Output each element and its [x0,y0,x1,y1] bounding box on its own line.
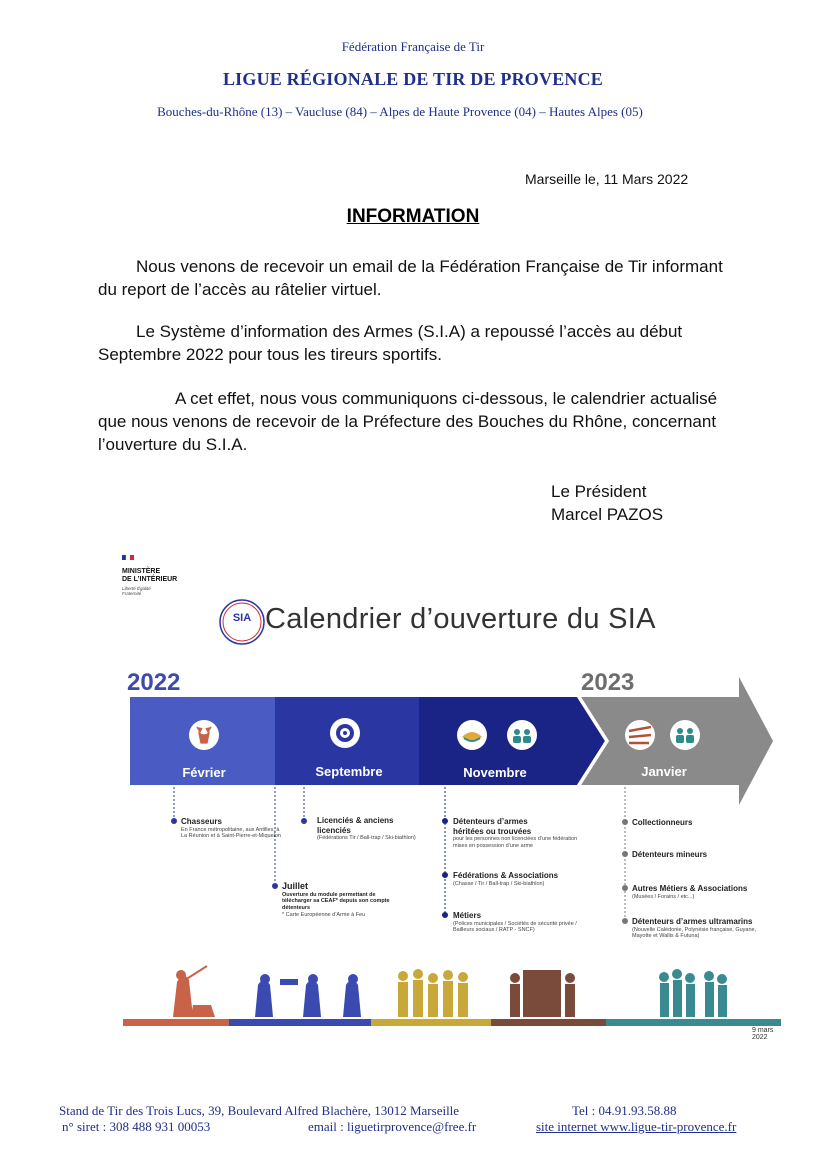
signature [551,480,663,526]
shooter-silhouettes [255,974,361,1017]
septembre-details: Licenciés & anciens licenciés (Fédérations Tir / Ball-trap / Ski-biathlon) [317,816,416,841]
janvier-item-1: Collectionneurs [632,818,693,827]
people-silhouettes [659,969,727,1017]
hunter-silhouettes [173,966,215,1017]
bar-segment-2 [229,1019,371,1026]
footer-tel: Tel : 04.91.93.58.88 [572,1103,677,1118]
group-silhouettes [398,969,468,1017]
fevrier-details: Chasseurs En France métropolitaine, aux Antilles, à La Réunion et à Saint-Pierre-et-Miquelon [181,817,281,840]
novembre-item-3: Métiers (Polices municipales / Sociétés de sécurité privée / Bailleurs sociaux / RATP - SNCF) [453,911,577,934]
year-2022: 2022 [127,669,181,696]
footer-siret: n° siret : 308 488 931 00053 [62,1119,211,1134]
target-icon [330,718,360,748]
footer-website-link[interactable]: site internet www.ligue-tir-provence.fr [536,1119,737,1134]
janvier-item-2: Détenteurs mineurs [632,850,708,859]
footer-email[interactable]: email : liguetirprovence@free.fr [308,1119,477,1134]
paragraph-3: A cet effet, nous vous communiquons ci-dessous, le calendrier actualisé que nous venons de recevoir de la Préfecture des Bouches du Rhône, concernant l’ouverture du S.I.A. [98,389,718,454]
ministry-name: MINISTÈRE DE L’INTÉRIEUR [122,568,178,583]
month-novembre: Novembre [463,765,527,780]
group-icon [670,720,700,750]
ligue-title: LIGUE RÉGIONALE DE TIR DE PROVENCE [222,69,604,89]
letter-date: Marseille le, 11 Mars 2022 [525,171,689,187]
year-2023: 2023 [581,669,635,696]
infographic-date: 9 mars 2022 [752,1027,774,1041]
federation-name: Fédération Française de Tir [341,39,485,54]
letter-title: INFORMATION [346,206,480,227]
calendar-title: Calendrier d’ouverture du SIA [265,603,656,635]
footer-address: Stand de Tir des Trois Lucs, 39, Boulevard Alfred Blachère, 13012 Marseille [59,1103,460,1118]
paragraph-2: Le Système d’information des Armes (S.I.A) a repoussé l’accès au début Septembre 2022 pour tous les tireurs sportifs. [98,322,683,364]
novembre-item-2: Fédérations & Associations (Chasse / Tir / Ball-trap / Ski-biathlon) [453,871,559,887]
sia-logo-text: SIA [232,612,252,624]
month-septembre: Septembre [315,764,383,779]
janvier-item-3: Autres Métiers & Associations (Musées / Forains / etc...) [632,884,748,900]
handshake-icon [457,720,487,750]
marianne-logo [122,555,134,560]
rifles-icon [625,720,655,750]
janvier-item-4: Détenteurs d’armes ultramarins (Nouvelle Calédonie, Polynésie française, Guyane, Mayotte et Wallis & Futuna) [632,917,757,940]
month-janvier: Janvier [641,764,687,779]
departments-line: Bouches-du-Rhône (13) – Vaucluse (84) – Alpes de Haute Provence (04) – Hautes Alpes (05) [157,104,643,119]
collector-silhouettes [510,970,575,1017]
ministry-motto: Liberté Égalité Fraternité [122,586,151,596]
juillet-details: Juillet Ouverture du module permettant de télécharger sa CEAF* depuis son compte détenteurs * Carte Européenne d’Arme à Feu [282,881,390,918]
novembre-item-1: Détenteurs d’armes héritées ou trouvées pour les personnes non licenciées d’une fédération mises en possession d’une arme [453,817,578,849]
sia-calendar-infographic [115,555,785,1045]
people-icon [507,720,537,750]
bar-segment-3 [371,1019,491,1026]
bar-segment-1 [123,1019,229,1026]
bar-segment-4 [491,1019,606,1026]
bar-segment-5 [606,1019,781,1026]
deer-icon [189,720,219,750]
paragraph-1: Nous venons de recevoir un email de la Fédération Française de Tir informant du report de l’accès au râtelier virtuel. [98,257,723,299]
signature-name: Marcel PAZOS [551,505,664,524]
month-fevrier: Février [182,765,226,780]
signature-role: Le Président [551,482,647,501]
